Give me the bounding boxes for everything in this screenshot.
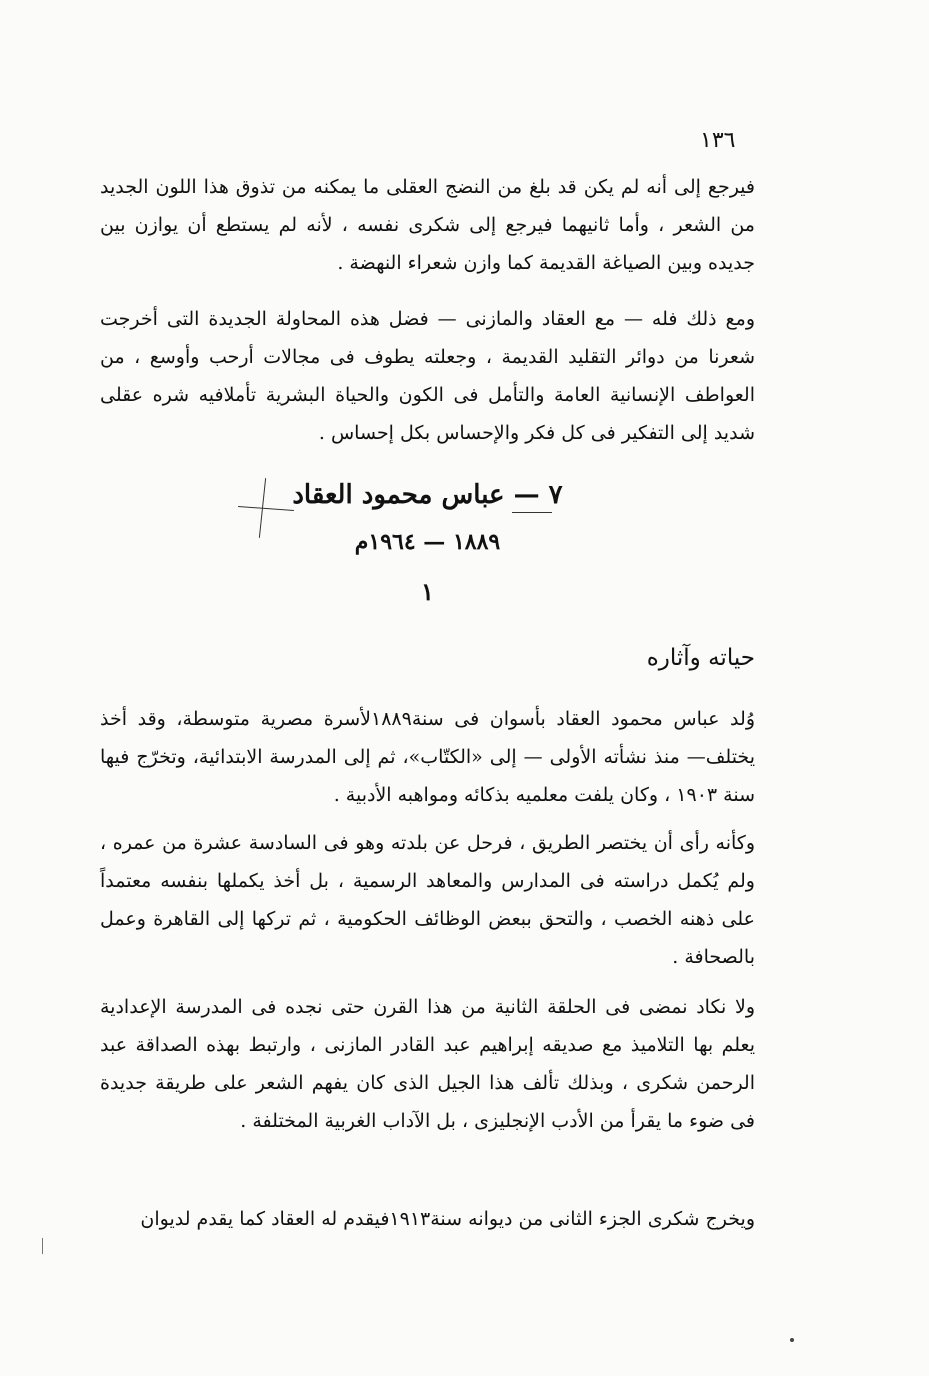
paragraph-friendship: ولا نكاد نمضى فى الحلقة الثانية من هذا القرن حتى نجده فى المدرسة الإعدادية يعلم بها التلاميذ مع صديقه إبراهيم عبد القادر المازنى ، وارتبط بهذه الصداقة عبد الرحمن شكرى ، وبذلك تألف هذا الجيل الذى كان يفهم الشعر على طريقة جديدة فى ضوء ما يقرأ من الأدب الإنجليزى ، بل الآداب الغربية المختلفة .: [100, 996, 755, 1132]
margin-mark: [42, 1238, 43, 1254]
chapter-title-block: [100, 470, 755, 620]
pen-underline: [512, 512, 552, 513]
chapter-title: ٧ — عباس محمود العقاد: [292, 480, 563, 510]
section-heading: حياته وآثاره: [646, 645, 755, 671]
chapter-years: ١٨٨٩ — ١٩٦٤م: [354, 529, 501, 555]
paragraph-birth: وُلد عباس محمود العقاد بأسوان فى سنة١٨٨٩لأسرة مصرية متوسطة، وقد أخذ يختلف— منذ نشأته الأولى — إلى «الكتّاب»، ثم إلى المدرسة الابتدائية، وتخرّج فيها سنة ١٩٠٣ ، وكان يلفت معلميه بذكائه ومواهبه الأدبية .: [100, 708, 755, 806]
page-number: ١٣٦: [700, 128, 736, 153]
section-number: ١: [421, 577, 434, 606]
paragraph-intro: فيرجع إلى أنه لم يكن قد بلغ من النضج العقلى ما يمكنه من تذوق هذا اللون الجديد من الشعر ، وأما ثانيهما فيرجع إلى شكرى نفسه ، لأنه لم يستطع أن يوازن بين جديده وبين الصياغة القديمة كما وازن شعراء النهضة .: [100, 176, 755, 274]
dot-mark: [790, 1338, 794, 1342]
paragraph-diwan: ويخرج شكرى الجزء الثانى من ديوانه سنة١٩١٣فيقدم له العقاد كما يقدم لديوان: [140, 1208, 755, 1230]
paragraph-education: وكأنه رأى أن يختصر الطريق ، فرحل عن بلدته وهو فى السادسة عشرة من عمره ، ولم يُكمل دراسته فى المدارس والمعاهد الرسمية ، بل أخذ يكملها بنفسه معتمداً على ذهنه الخصب ، والتحق ببعض الوظائف الحكومية ، ثم تركها إلى القاهرة وعمل بالصحافة .: [100, 832, 755, 968]
paragraph-merit: ومع ذلك فله — مع العقاد والمازنى — فضل هذه المحاولة الجديدة التى أخرجت شعرنا من دوائر التقليد القديمة ، وجعلته يطوف فى مجالات أرحب وأوسع ، من العواطف الإنسانية العامة والتأمل فى الكون والحياة البشرية تأملافيه شره عقلى شديد إلى التفكير فى كل فكر والإحساس بكل إحساس .: [100, 308, 755, 444]
